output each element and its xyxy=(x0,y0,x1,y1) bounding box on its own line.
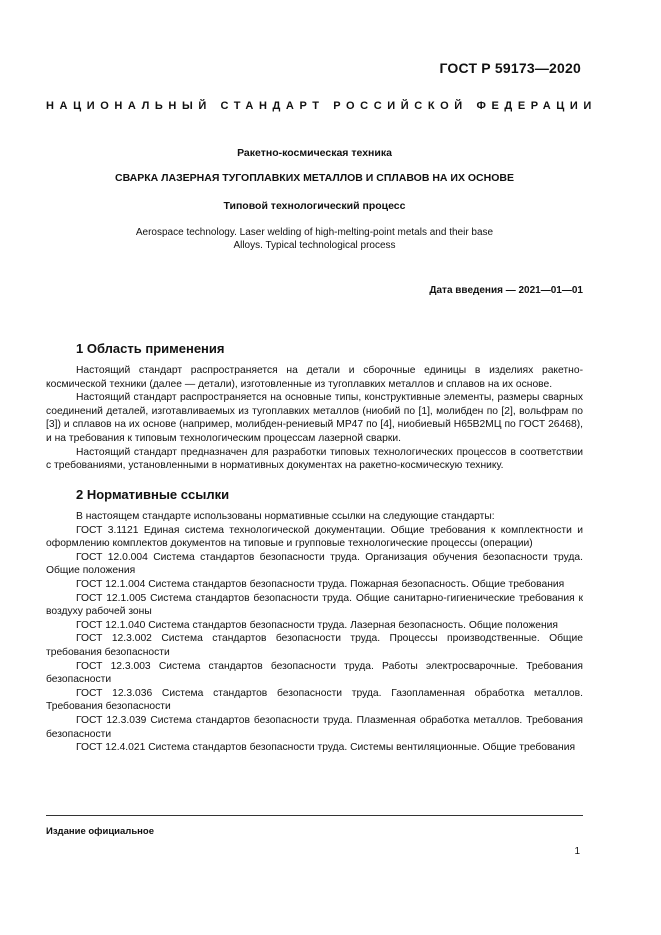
page-number: 1 xyxy=(574,846,580,857)
reference-item: ГОСТ 12.1.005 Система стандартов безопасности труда. Общие санитарно-гигиенические требования к воздуху рабочей зоны xyxy=(46,592,583,618)
paragraph: Настоящий стандарт распространяется на детали и сборочные единицы в изделиях ракетно-космической техники (далее — детали), изготовленные из тугоплавких металлов и сплавов на их основе. xyxy=(46,365,583,390)
reference-item: ГОСТ 12.3.002 Система стандартов безопасности труда. Процессы производственные. Общие требования безопасности xyxy=(46,633,583,658)
reference-item: ГОСТ 12.3.039 Система стандартов безопасности труда. Плазменная обработка металлов. Требования безопасности xyxy=(46,714,583,740)
section-normative-references xyxy=(46,487,583,755)
document-number: ГОСТ Р 59173—2020 xyxy=(439,60,581,76)
footer-divider xyxy=(46,815,583,816)
paragraph: Настоящий стандарт распространяется на основные типы, конструктивные элементы, размеры сварных соединений деталей, изготавливаемых из тугоплавких металлов (ниобий по [1], молибден по [2], вольфрам по [3]) и сплавов на их основе (например, молибден-рениевый МР47 по [4], ниобиевый Н65В2МЦ по ГОСТ 26468), и на требования к типовым технологическим процессам лазерной сварки. xyxy=(46,392,583,444)
reference-item: ГОСТ 3.1121 Единая система технологической документации. Общие требования к комплектности и оформлению комплектов документов на типовые и групповые технологические процессы (операции) xyxy=(46,524,583,550)
reference-item: ГОСТ 12.1.040 Система стандартов безопасности труда. Лазерная безопасность. Общие положения xyxy=(76,619,558,631)
field-of-technology: Ракетно-космическая техника xyxy=(237,147,392,159)
section-heading: 2 Нормативные ссылки xyxy=(76,487,230,502)
document-title: СВАРКА ЛАЗЕРНАЯ ТУГОПЛАВКИХ МЕТАЛЛОВ И СПЛАВОВ НА ИХ ОСНОВЕ xyxy=(115,172,514,184)
reference-item: ГОСТ 12.1.004 Система стандартов безопасности труда. Пожарная безопасность. Общие требования xyxy=(76,578,565,590)
introduction-date: Дата введения — 2021—01—01 xyxy=(429,285,583,296)
reference-item: ГОСТ 12.3.003 Система стандартов безопасности труда. Работы электросварочные. Требования безопасности xyxy=(46,660,583,686)
standard-banner: НАЦИОНАЛЬНЫЙ СТАНДАРТ РОССИЙСКОЙ ФЕДЕРАЦИИ xyxy=(46,100,597,112)
reference-item: ГОСТ 12.0.004 Система стандартов безопасности труда. Организация обучения безопасности труда. Общие положения xyxy=(46,551,583,577)
references-intro: В настоящем стандарте использованы нормативные ссылки на следующие стандарты: xyxy=(76,511,495,522)
english-title xyxy=(46,226,583,252)
section-heading: 1 Область применения xyxy=(76,341,225,356)
edition-label: Издание официальное xyxy=(46,826,154,837)
english-title-line-1: Aerospace technology. Laser welding of high-melting-point metals and their base xyxy=(135,227,494,238)
reference-item: ГОСТ 12.3.036 Система стандартов безопасности труда. Газопламенная обработка металлов. Требования безопасности xyxy=(46,687,583,713)
paragraph: Настоящий стандарт предназначен для разработки типовых технологических процессов в соответствии с требованиями, установленными в нормативных документах на ракетно-космическую технику. xyxy=(46,446,583,472)
document-subtitle: Типовой технологический процесс xyxy=(223,200,406,212)
section-scope xyxy=(46,341,583,473)
english-title-line-2: Alloys. Typical technological process xyxy=(233,240,396,251)
reference-item: ГОСТ 12.4.021 Система стандартов безопасности труда. Системы вентиляционные. Общие требования xyxy=(76,742,576,754)
